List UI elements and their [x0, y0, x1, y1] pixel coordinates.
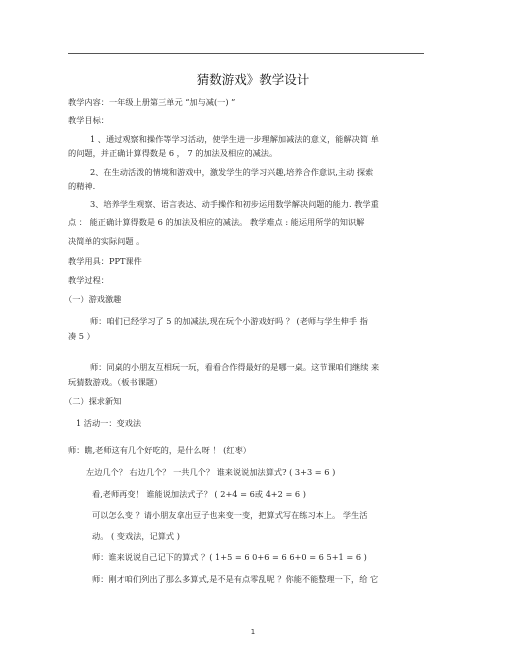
text-line: 的精神. — [68, 181, 96, 191]
text-line: 看,老师再变！ 谁能说加法式子？ ( 2+4 = 6或 4+2 = 6 ) — [92, 489, 306, 499]
text-line: 师：刚才咱们列出了那么多算式,是不是有点零乱呢 ？你能不能整理一下，给 它 — [92, 574, 379, 584]
page-number: 1 — [250, 628, 256, 636]
text-line: 教学内容：一年级上册第三单元 “加与减(一) ” — [68, 97, 236, 107]
text-line: 1 、通过观察和操作等学习活动，使学生进一步理解加减法的意义，能解决简 单 — [90, 134, 379, 144]
text-line: 3、培养学生观察、语言表达、动手操作和初步运用数学解决问题的能力. 教学重 — [90, 199, 379, 209]
text-line: （二）探求新知 — [64, 396, 122, 406]
text-line: 师：瞧,老师这有几个好吃的，是什么呀 ！ (红枣） — [68, 445, 251, 455]
document-title: 猜数游戏》教学设计 — [196, 72, 310, 87]
text-line: 玩猜数游戏。（板书课题） — [68, 377, 163, 387]
text-line: 2、在生动活泼的情境和游戏中，激发学生的学习兴趣,培养合作意识,主动 探索 — [90, 167, 374, 177]
header-rule — [68, 53, 424, 54]
text-line: 可以怎么变 ？请小朋友拿出豆子也来变一变，把算式写在练习本上。 学生活 — [92, 510, 368, 520]
text-line: 1 活动一：变戏法 — [76, 418, 142, 428]
text-line: 师：咱们已经学习了 5 的加减法,现在玩个小游戏好吗 ？ (老师与学生伸手 指 — [90, 316, 368, 326]
text-line: 点 ： 能正确计算得数是 6 的加法及相应的减法。 教学难点 : 能运用所学的知识解 — [68, 217, 365, 227]
text-line: 动。 ( 变戏法，记算式 ) — [92, 531, 180, 541]
text-line: 师：同桌的小朋友互相玩一玩，看看合作得最好的是哪一桌。这节课咱们继续 来 — [90, 362, 380, 372]
text-line: 左边几个？ 右边几个？ 一共几个？ 谁来说说加法算式? ( 3+3 = 6 ) — [86, 467, 336, 477]
text-line: 的问题，并正确计算得数是 6 ， 7 的加法及相应的减法。 — [68, 148, 278, 158]
text-line: 教学目标： — [68, 115, 109, 125]
text-line: 决简单的实际问题 。 — [68, 236, 145, 246]
text-line: （一）游戏激趣 — [64, 294, 122, 304]
text-line: 教学用具：PPT课件 — [68, 256, 142, 266]
text-line: 教学过程： — [68, 275, 109, 285]
text-line: 凑 5 ） — [68, 331, 95, 341]
text-line: 师：谁来说说自己记下的算式 ？( 1+5 = 6 0+6 = 6 6+0 = 6 5+1 = 6 ) — [92, 552, 367, 562]
